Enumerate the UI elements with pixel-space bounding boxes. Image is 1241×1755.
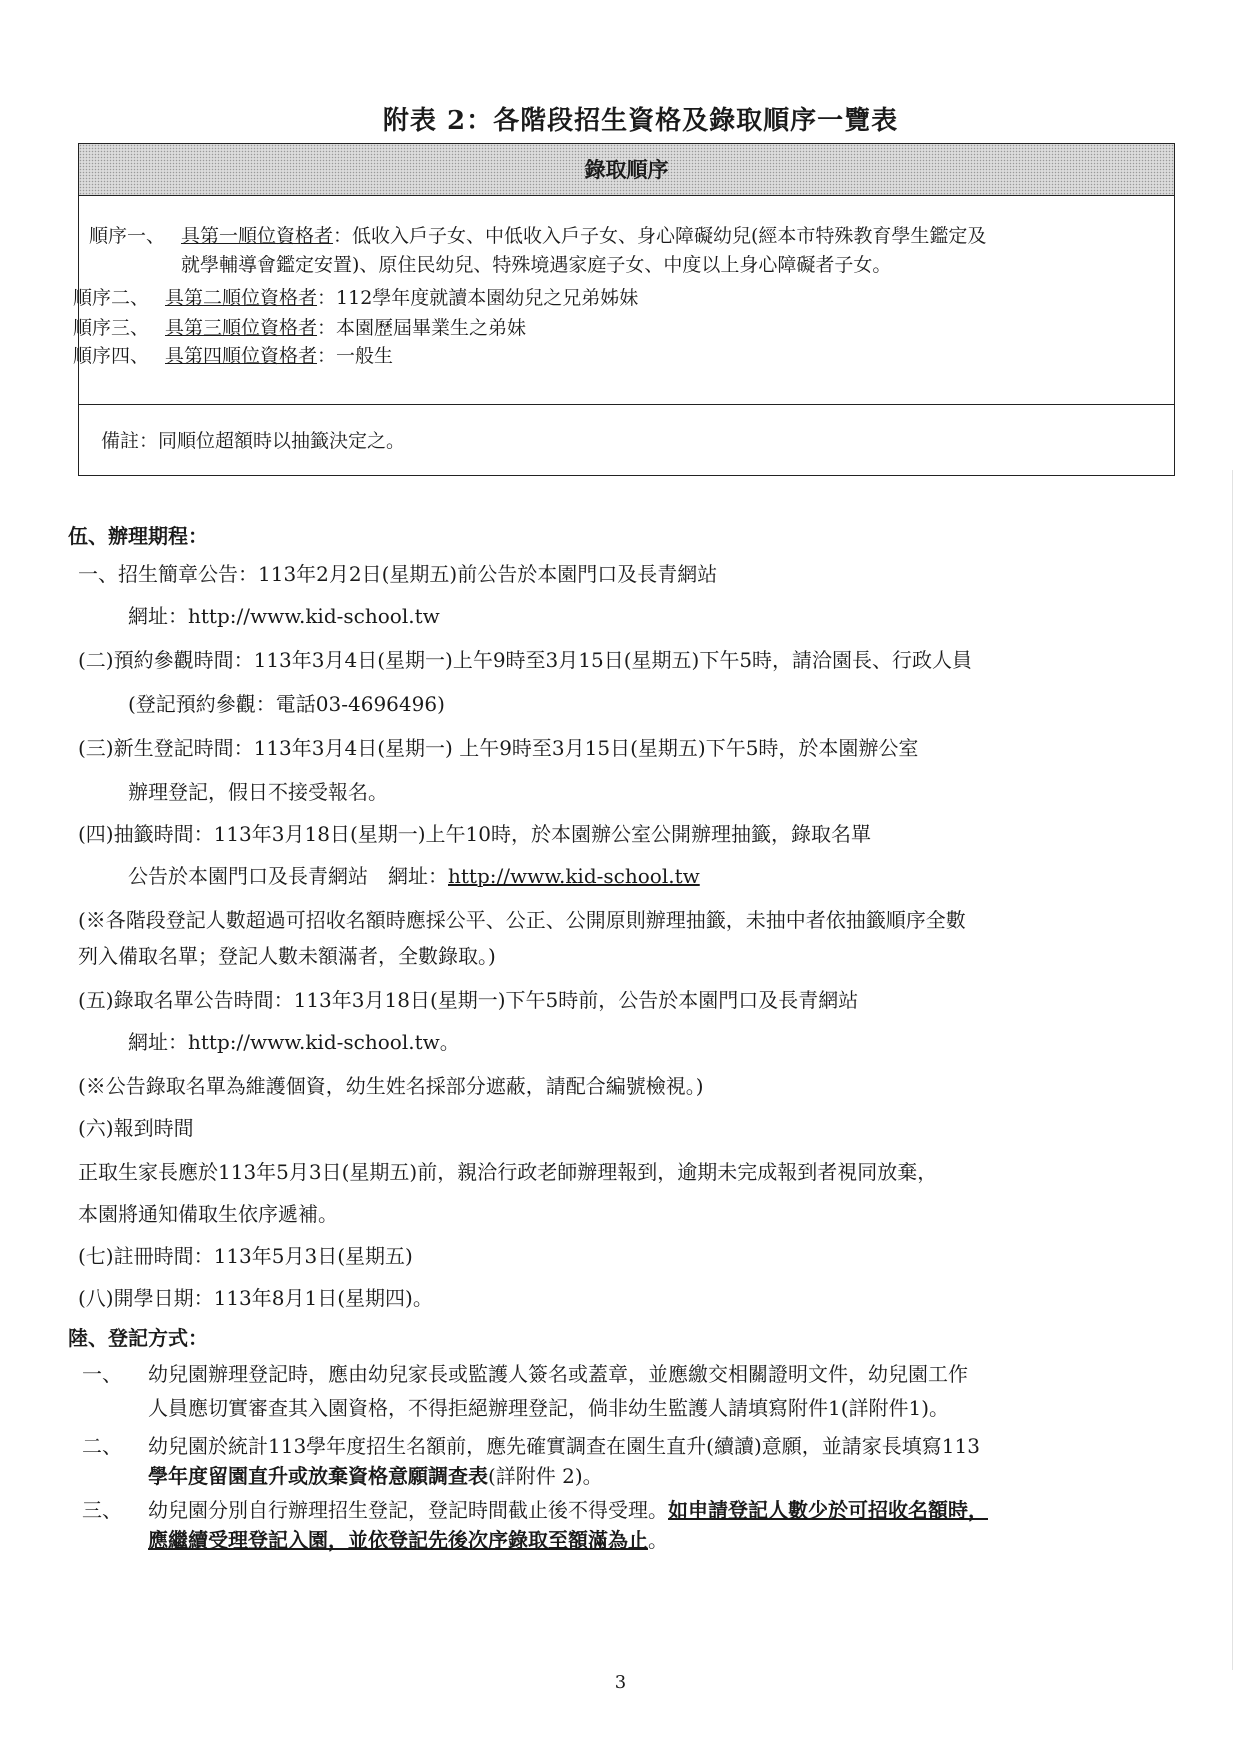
order-label: 順序三、	[73, 317, 150, 339]
order-note: 備註：同順位超額時以抽籤決定之。	[101, 430, 406, 452]
order-row-4	[73, 342, 393, 371]
schedule-item-4: (四)抽籤時間：113年3月18日(星期一)上午10時，於本園辦公室公開辦理抽籤，錄取名單	[78, 822, 872, 846]
order-label: 順序二、	[73, 287, 150, 309]
order-text: ：112學年度就讀本園幼兒之兄弟姊妹	[317, 287, 639, 309]
registration-text-2: 本園將通知備取生依序遞補。	[78, 1202, 338, 1226]
scan-edge-line	[1232, 470, 1233, 1670]
registration-text-1: 正取生家長應於113年5月3日(星期五)前，親洽行政老師辦理報到，逾期未完成報到者視同放棄，	[78, 1160, 938, 1184]
privacy-note: (※公告錄取名單為維護個資，幼生姓名採部分遮蔽，請配合編號檢視。)	[78, 1074, 704, 1098]
order-text: ：一般生	[317, 345, 394, 367]
school-url-link[interactable]: http://www.kid-school.tw	[448, 864, 700, 888]
method-item-3-line-1	[148, 1494, 988, 1523]
schedule-item-4-cont	[128, 860, 700, 889]
method-item-3-line-2: 應繼續受理登記入園，並依登記先後次序錄取至額滿為止。	[148, 1528, 668, 1552]
order-text-cont: 就學輔導會鑑定安置)、原住民幼兒、特殊境遇家庭子女、中度以上身心障礙者子女。	[181, 254, 892, 276]
order-table-header: 錄取順序	[79, 144, 1174, 196]
order-text: ：本園歷屆畢業生之弟妹	[317, 317, 527, 339]
method-item-1-line-1: 幼兒園辦理登記時，應由幼兒家長或監護人簽名或蓋章，並應繳交相關證明文件，幼兒園工作	[148, 1362, 968, 1386]
schedule-item-1: 一、招生簡章公告：113年2月2日(星期五)前公告於本園門口及長青網站	[78, 562, 718, 586]
order-row-2	[73, 284, 638, 313]
lottery-note-line-1: (※各階段登記人數超過可招收名額時應採公平、公正、公開原則辦理抽籤，未抽中者依抽籤順序全數	[78, 908, 966, 932]
method-item-2-num: 二、	[82, 1434, 122, 1458]
emphasis-text: 如申請登記人數少於可招收名額時，	[668, 1498, 988, 1522]
lottery-note-line-2: 列入備取名單；登記人數未額滿者，全數錄取。)	[78, 944, 496, 968]
order-qualification: 具第二順位資格者	[165, 287, 318, 309]
schedule-item-3: (三)新生登記時間：113年3月4日(星期一) 上午9時至3月15日(星期五)下午5時，於本園辦公室	[78, 736, 919, 760]
emphasis-text-cont: 應繼續受理登記入園，並依登記先後次序錄取至額滿為止	[148, 1528, 648, 1552]
schedule-url-5: 網址：http://www.kid-school.tw。	[128, 1030, 460, 1054]
deadline-text: 幼兒園分別自行辦理招生登記，登記時間截止後不得受理。	[148, 1498, 668, 1522]
order-qualification: 具第三順位資格者	[165, 317, 318, 339]
page-number: 3	[614, 1672, 627, 1693]
order-row-3	[73, 314, 526, 343]
schedule-item-7: (七)註冊時間：113年5月3日(星期五)	[78, 1244, 413, 1268]
attachment-ref: (詳附件 2)。	[488, 1464, 603, 1488]
method-item-3-num: 三、	[82, 1498, 122, 1522]
method-item-1-num: 一、	[82, 1362, 122, 1386]
order-label: 順序四、	[73, 345, 150, 367]
schedule-item-6: (六)報到時間	[78, 1116, 194, 1140]
table-divider	[79, 404, 1174, 405]
section-5-heading: 伍、辦理期程：	[68, 524, 208, 548]
order-qualification: 具第一順位資格者	[181, 225, 334, 247]
order-row-1	[89, 222, 986, 280]
schedule-item-3-cont: 辦理登記，假日不接受報名。	[128, 780, 388, 804]
section-6-heading: 陸、登記方式：	[68, 1326, 208, 1350]
survey-form-name: 學年度留園直升或放棄資格意願調查表	[148, 1464, 488, 1488]
method-item-1-line-2: 人員應切實審查其入園資格，不得拒絕辦理登記，倘非幼生監護人請填寫附件1(詳附件1)。	[148, 1396, 950, 1420]
schedule-item-8: (八)開學日期：113年8月1日(星期四)。	[78, 1286, 433, 1310]
announce-text: 公告於本園門口及長青網站 網址：	[128, 864, 448, 888]
order-label: 順序一、	[89, 225, 166, 247]
order-text: ：低收入戶子女、中低收入戶子女、身心障礙幼兒(經本市特殊教育學生鑑定及	[333, 225, 987, 247]
order-qualification: 具第四順位資格者	[165, 345, 318, 367]
schedule-item-2: (二)預約參觀時間：113年3月4日(星期一)上午9時至3月15日(星期五)下午5時，請洽園長、行政人員	[78, 648, 973, 672]
admission-order-table	[73, 143, 1175, 476]
page-title: 附表 2：各階段招生資格及錄取順序一覽表	[382, 106, 899, 136]
schedule-item-2-phone: (登記預約參觀：電話03-4696496)	[128, 692, 445, 716]
schedule-item-5: (五)錄取名單公告時間：113年3月18日(星期一)下午5時前，公告於本園門口及長青網站	[78, 988, 859, 1012]
method-item-2-line-1: 幼兒園於統計113學年度招生名額前，應先確實調查在園生直升(續讀)意願，並請家長填寫113	[148, 1434, 980, 1458]
method-item-2-line-2	[148, 1460, 603, 1489]
schedule-url-1: 網址：http://www.kid-school.tw	[128, 604, 440, 628]
